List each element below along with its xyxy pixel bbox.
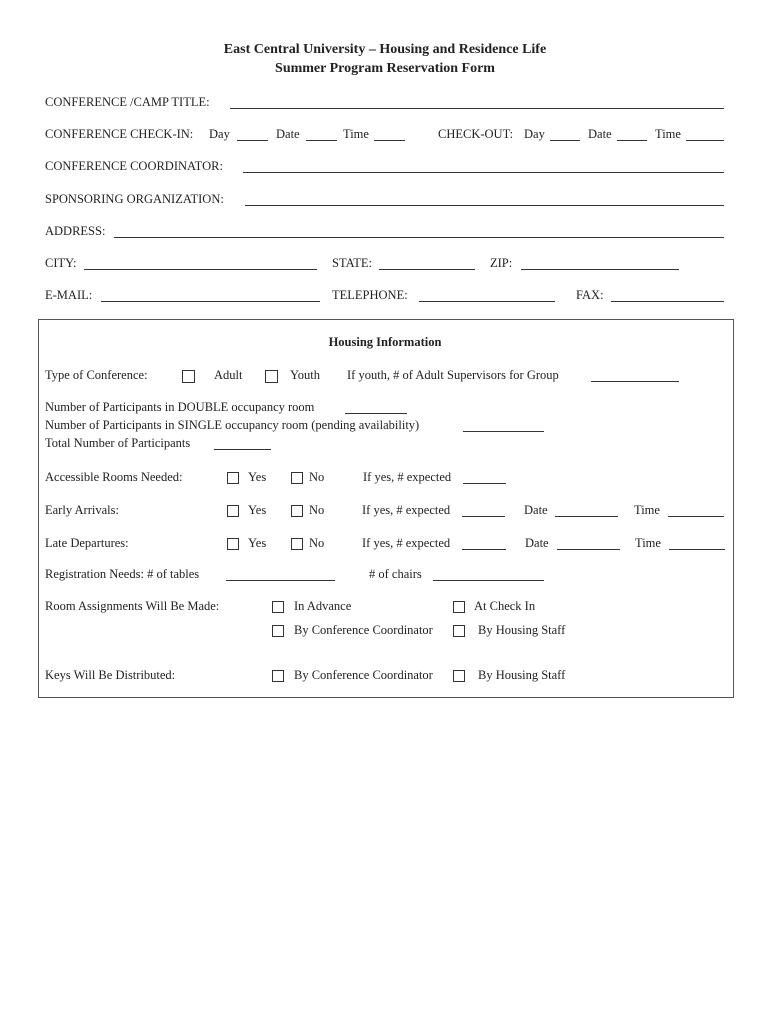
checkin-date-field[interactable] <box>306 140 337 141</box>
coordinator-label: CONFERENCE COORDINATOR: <box>45 159 223 173</box>
early-date-field[interactable] <box>555 516 618 517</box>
late-yes-label: Yes <box>248 536 267 550</box>
late-date-label: Date <box>525 536 549 550</box>
checkout-day-field[interactable] <box>550 140 580 141</box>
checkout-time-label: Time <box>655 127 681 141</box>
late-time-label: Time <box>635 536 661 550</box>
early-yes-label: Yes <box>248 503 267 517</box>
early-no-checkbox[interactable] <box>291 505 303 517</box>
early-time-label: Time <box>634 503 660 517</box>
late-no-checkbox[interactable] <box>291 538 303 550</box>
accessible-no-label: No <box>309 470 325 484</box>
room-by-coordinator-label: By Conference Coordinator <box>294 623 433 637</box>
early-no-label: No <box>309 503 325 517</box>
address-field[interactable] <box>114 237 724 238</box>
keys-by-coordinator-label: By Conference Coordinator <box>294 668 433 682</box>
address-label: ADDRESS: <box>45 224 106 238</box>
email-field[interactable] <box>101 301 320 302</box>
city-label: CITY: <box>45 256 77 270</box>
checkout-time-field[interactable] <box>686 140 724 141</box>
at-check-in-checkbox[interactable] <box>453 601 465 613</box>
youth-supervisors-label: If youth, # of Adult Supervisors for Group <box>347 368 559 382</box>
accessible-no-checkbox[interactable] <box>291 472 303 484</box>
single-occupancy-label: Number of Participants in SINGLE occupancy room (pending availability) <box>45 418 420 432</box>
adult-checkbox[interactable] <box>182 370 195 383</box>
late-expected-field[interactable] <box>462 549 506 550</box>
camp-title-field[interactable] <box>230 108 724 109</box>
early-yes-checkbox[interactable] <box>227 505 239 517</box>
camp-title-label: CONFERENCE /CAMP TITLE: <box>45 95 210 109</box>
checkin-label: CONFERENCE CHECK-IN: <box>45 127 194 141</box>
late-no-label: No <box>309 536 325 550</box>
room-assignments-label: Room Assignments Will Be Made: <box>45 599 220 613</box>
room-by-housing-checkbox[interactable] <box>453 625 465 637</box>
registration-tables-field[interactable] <box>226 580 335 581</box>
checkin-day-field[interactable] <box>237 140 268 141</box>
late-date-field[interactable] <box>557 549 620 550</box>
accessible-yes-label: Yes <box>248 470 267 484</box>
checkout-date-field[interactable] <box>617 140 647 141</box>
adult-label: Adult <box>214 368 243 382</box>
accessible-expected-field[interactable] <box>463 483 506 484</box>
checkout-date-label: Date <box>588 127 612 141</box>
sponsor-label: SPONSORING ORGANIZATION: <box>45 192 224 206</box>
total-participants-label: Total Number of Participants <box>45 436 191 450</box>
registration-tables-label: Registration Needs: # of tables <box>45 567 200 581</box>
city-field[interactable] <box>84 269 317 270</box>
checkin-day-label: Day <box>209 127 230 141</box>
checkout-day-label: Day <box>524 127 545 141</box>
youth-supervisors-field[interactable] <box>591 381 679 382</box>
early-expected-label: If yes, # expected <box>362 503 451 517</box>
in-advance-label: In Advance <box>294 599 352 613</box>
youth-checkbox[interactable] <box>265 370 278 383</box>
form-title-line1: East Central University – Housing and Residence Life <box>223 42 547 57</box>
accessible-rooms-label: Accessible Rooms Needed: <box>45 470 183 484</box>
checkout-label: CHECK-OUT: <box>438 127 514 141</box>
keys-label: Keys Will Be Distributed: <box>45 668 176 682</box>
early-date-label: Date <box>524 503 548 517</box>
telephone-field[interactable] <box>419 301 555 302</box>
conference-type-label: Type of Conference: <box>45 368 148 382</box>
sponsor-field[interactable] <box>245 205 724 206</box>
keys-by-housing-checkbox[interactable] <box>453 670 465 682</box>
registration-chairs-field[interactable] <box>433 580 544 581</box>
keys-by-coordinator-checkbox[interactable] <box>272 670 284 682</box>
late-yes-checkbox[interactable] <box>227 538 239 550</box>
email-label: E-MAIL: <box>45 288 93 302</box>
double-occupancy-label: Number of Participants in DOUBLE occupancy room <box>45 400 315 414</box>
telephone-label: TELEPHONE: <box>332 288 408 302</box>
registration-chairs-label: # of chairs <box>369 567 422 581</box>
single-occupancy-field[interactable] <box>463 431 544 432</box>
room-by-housing-label: By Housing Staff <box>478 623 566 637</box>
in-advance-checkbox[interactable] <box>272 601 284 613</box>
zip-field[interactable] <box>521 269 679 270</box>
early-time-field[interactable] <box>668 516 724 517</box>
accessible-yes-checkbox[interactable] <box>227 472 239 484</box>
checkin-time-field[interactable] <box>374 140 405 141</box>
state-label: STATE: <box>332 256 372 270</box>
keys-by-housing-label: By Housing Staff <box>478 668 566 682</box>
form-title-line2: Summer Program Reservation Form <box>275 61 495 76</box>
checkin-date-label: Date <box>276 127 300 141</box>
late-departures-label: Late Departures: <box>45 536 129 550</box>
early-arrivals-label: Early Arrivals: <box>45 503 119 517</box>
at-check-in-label: At Check In <box>474 599 536 613</box>
accessible-expected-label: If yes, # expected <box>363 470 452 484</box>
checkin-time-label: Time <box>343 127 369 141</box>
double-occupancy-field[interactable] <box>345 413 407 414</box>
fax-field[interactable] <box>611 301 724 302</box>
zip-label: ZIP: <box>490 256 513 270</box>
state-field[interactable] <box>379 269 475 270</box>
housing-info-title: Housing Information <box>328 335 442 349</box>
fax-label: FAX: <box>576 288 604 302</box>
late-expected-label: If yes, # expected <box>362 536 451 550</box>
room-by-coordinator-checkbox[interactable] <box>272 625 284 637</box>
youth-label: Youth <box>290 368 320 382</box>
early-expected-field[interactable] <box>462 516 505 517</box>
coordinator-field[interactable] <box>243 172 724 173</box>
late-time-field[interactable] <box>669 549 725 550</box>
total-participants-field[interactable] <box>214 449 271 450</box>
